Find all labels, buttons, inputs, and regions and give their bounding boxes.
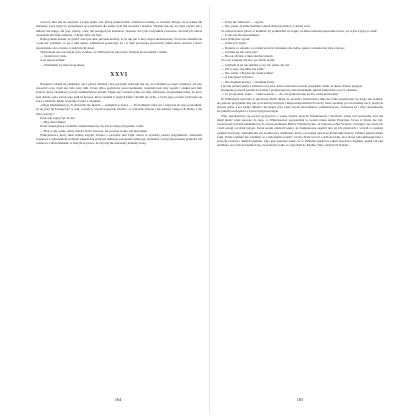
paragraph: — Czemuś jej nie wyręczył? (221, 49, 258, 54)
paragraph: Ursus stanął głową z komina i uśmiechnąwszy się zaś do niego przyjaźnie, rzekł: (40, 124, 144, 129)
paragraph: I począł patrzeć jakby z żalem na swe ręce, które widocznie zostały pogańskie, mimo iż dusza chrzest przyjęła. (221, 83, 363, 88)
paragraph: Tymczasem ona otworzyła oczy i widząc, że Winicjusz na nią patrzy, zbliżyła się ku niemu i rzekła: (40, 49, 168, 54)
paragraph: W Winicjuszu zawrzała w pierwszej chwili duma, że prostak i barbarzyńca śmie nie tylko przemawiać do niego tak poufale, ale jeszcze przyganiać mu. Do tych niezwyczajnych i nieprawdopodobnych rzeczy, które spotkały go od ostatniej nocy, przybyła jeszcze jedna. Lecz będąc słabym i nie mając przy sobie swych niewolników, pohamował się, zwłaszcza że i chęć dowiedzenia się jakichś szczegółów z życia Ligii przeważyła. (217, 96, 383, 114)
paragraph: Więc uspokoiwszy się począł wypytywać o wojnę Ligiów przeciw Wanniuszowi i Swebom. Ursus rad opowiadał, lecz nie mógł dodać wiele nowego do tego, co Winicjuszowi opowiedział w swoim czasie Aulus Plaucjusz. Ursus w bitwie nie był, towarzyszył bowiem zakładniczce do obozu Atelliusza Histra. Wiedział tylko, że Ligowie pobili Swebów i Jazygów, ale wódz ich i król poległ od strzał jazyga. Zaraz potem odebrali wieści, że Semnonowie zapalili lasy na ich granicach, i wrócili co prędzej pomścić krzywdę, zakładniczka zaś została przy Atelliuszu, który z początku dawał jej królewskie honory. Później zmarła matka Ligii. Wódz rzymski nie wiedział, co z dzieckiem uczynić. Ursus chciał wracać z nim do kraju, lecz droga była niebezpieczna z powodu zwierza i dzikich plemion, więc gdy nadeszła wieść, że w Pannonii przebywa jakieś poselstwo ligijskie, posłał ich tam Atelliusz, lecz tam dowiedzieli się, że posłowie tylko co wyjechali do Rzymu. Więc ruszyli ich śladem... (217, 113, 383, 148)
paragraph: — Widziałem we śnie twoją duszę. (40, 62, 85, 67)
paragraph: — Tożty nie Aulusów? — spytał. (221, 20, 264, 24)
paragraph: — A Atacynus? A Kroto? (221, 75, 254, 80)
paragraph: — Hej, niewolniku! (40, 120, 66, 124)
paragraph: — Bo tak chciała, a mnie słuchać należy. (221, 54, 274, 58)
paragraph: — Żal ci tego, żeś mnie nie zabił? (221, 66, 265, 71)
gutter-divider (209, 6, 210, 414)
right-page-text (217, 20, 383, 148)
paragraph: Ursus tak zajęty był, że nie: (40, 115, 76, 120)
paragraph: Naglą jednak poznał, że gdyby ona była taka, jak inne kobiety, to by mu już w niej czegoś niedostawało. Wówczas zdumiał się i sam nie wiedział, co się z nim dzieje, zdumiewał spostrzegł, że i w nim poczynają powstawać jakieś nowe uczucia i nowe upodobania, obce światu, w którym żył dotąd. (36, 37, 202, 50)
paragraph: — Nie, panie. Chrystus nie kazał zabijać. (221, 71, 274, 75)
left-page (36, 20, 202, 392)
paragraph: A on odpowiedział: (40, 58, 65, 63)
page-number-right: 165 (296, 397, 304, 402)
paragraph: — U nas nie ma niewolników. (221, 32, 260, 37)
left-page-text-before (36, 20, 202, 67)
paragraph: — Dopiero co odeszła, a ja mam uwarzyć śniadanie dla ciebie, panie. Czuwała nad tobą całą noc. (221, 45, 346, 50)
paragraph: Nazajutrz ocknął się osłabiony, ale z głową chłodną i bez gorączki. Zdawało mu się, że rozbudził go szept rozmowy, ale gdy otworzył oczy, Ligii nie było przy nim. Ursus tylko pochylony przed kominem, rozgrzebywał siwy popiół i szukał pod nim żarzów, które znalazłszy począł rozdmuchiwać ustami. Zajęło się i światło padło na izbę. Winicjusz przypomniał sobie, że nocy spał dobrze, jeno wzrok jego padł na Kryspa, który siedział w nogach łóżka i modlił się cicho, a twarz jego od żaru wydawała się stara i znużona, mimo wszystko trwała w zadumie. (36, 81, 202, 103)
paragraph: — Nie mogłem inaczej — mruknął Ursus. (221, 79, 276, 84)
paragraph: — Gdzie jest Ligia? (221, 41, 247, 46)
paragraph: — Nie, panie. Ja służę Kallinie, jakom służył jej matce, z dobrej woli. (221, 24, 311, 29)
paragraph: wszyscy inni szli się sposzyń, a Ligia jedna, ona, której pokrzywdził, czasem na rzeźnię, to również dlatego, że ta nauka tak nakazuje. Lecz myśl ta, przejmująca go podziwem dla nauki, była mu zarazem i przykra. Wydało mu się, że Ligia czynić tak z miłości dla niego, dla jego twarzy, oczu, dla posągowych kształtów, słowem, dla tych wszystkich powodów, dla których nieraz obwiążała mu białe ramiona, i chciał, żeby tak było. (36, 20, 202, 37)
paragraph: Tu oczy zasępiły mu się i po chwili dodał: (221, 58, 275, 63)
paragraph: Następnie postawił garnek na trzonie i przykucnąwszy przed kominem, utkwił zamyślone oczy w płomień. (221, 88, 358, 92)
paragraph: — Jestem przy tobie. (40, 54, 68, 58)
chapter-heading: XXVI (110, 71, 128, 78)
right-page (217, 20, 383, 392)
paragraph: Winicjuszowi, który miał ochotę zapytać Ursusa o ojczyznę ręki Ligii, słowa te sprawiły pewną przyjemność, albowiem rozmowa z człowiekiem wolnym, jakkolwiek prostym, mniejszą przynosiła ujmę jego rzymskiej i patrycjuszowskiej godności niż rozmowa z niewolnikiem, w którym ni prawo, ni obyczaj nie uznawały ludzkiej istoty. (36, 132, 202, 146)
left-page-text-after (36, 82, 202, 146)
paragraph: — To twoja wina, panie — rzekł wreszcie — Po coś podnosił rękę na nią, córkę królewską? (221, 92, 339, 97)
paragraph: To schował znów głowę w kominie, by podmuchać na węgle, na które nanosił poprzednio drzew, po czym wyjął ją i rzekł: (221, 28, 378, 33)
paragraph: Lecz Winicjusz spytał: (221, 37, 251, 41)
paragraph: — Bóg ci daj, panie, dobry dzień i dobre zdrowie, ale ja sobie wolny, nie niewolnik. (40, 128, 148, 133)
paragraph: — Gdybym ja jej nie słuchał, to by tak, panie, nie żył. (221, 62, 290, 67)
page-number-left: 164 (114, 397, 122, 402)
paragraph: „Oboje Mediomatrycy, że mi każdy nie mówił — pomyślał w duszy. — Na Polluksa! żeby też i Ligiowie do tego poszedłem, bo jej przy nich mogę być w tym, a może w swych pokojach, słuchać, co wszystko mówią i tak znaleźć całego ich ducha, a nie tylko wyrazy.” (36, 103, 202, 116)
